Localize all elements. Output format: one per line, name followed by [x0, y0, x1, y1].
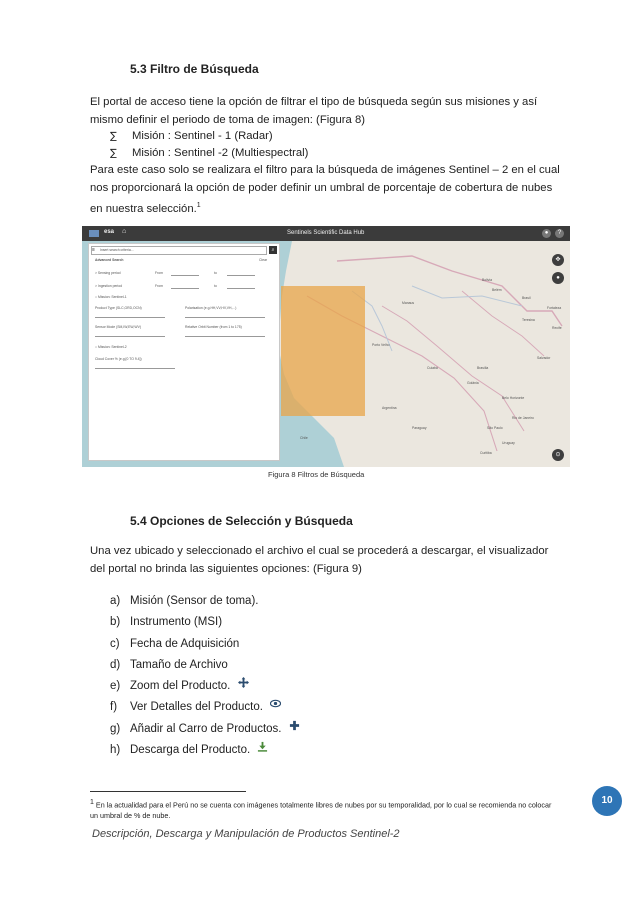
sensing-to-field[interactable]: [227, 270, 255, 276]
cart-add-icon: [289, 720, 300, 731]
selection-area[interactable]: [281, 286, 365, 416]
search-input[interactable]: Insert search criteria...: [91, 246, 267, 255]
search-icon[interactable]: ⌕: [269, 246, 277, 254]
download-icon: [257, 741, 268, 752]
list-item: c) Fecha de Adquisición: [110, 637, 240, 650]
to-label: to: [214, 271, 217, 275]
map-label: Teresina: [522, 318, 535, 322]
zoom-extent-icon[interactable]: ⊙: [552, 449, 564, 461]
sensing-from-field[interactable]: [171, 270, 199, 276]
relative-orbit-label: Relative Orbit Number (from 1 to 175): [185, 325, 242, 329]
list-item: f) Ver Detalles del Producto.: [110, 697, 300, 718]
product-type-label: Product Type (SLC,GRD,OCN): [95, 306, 142, 310]
search-panel: [88, 243, 280, 461]
cloud-cover-field[interactable]: [95, 363, 175, 369]
footnote-divider: [90, 791, 246, 792]
menu-icon[interactable]: ≡: [92, 247, 95, 253]
draw-icon[interactable]: ●: [552, 272, 564, 284]
clear-button[interactable]: Clear: [259, 258, 268, 262]
home-icon[interactable]: ⌂: [122, 228, 127, 235]
ingestion-to-field[interactable]: [227, 283, 255, 289]
footer-title: Descripción, Descarga y Manipulación de Productos Sentinel-2: [92, 828, 400, 840]
sensor-mode-label: Sensor Mode (SM,IW,EW,WV): [95, 325, 141, 329]
map-label: Curitiba: [480, 451, 492, 455]
map-label: Bolivia: [482, 278, 492, 282]
options-list: [110, 591, 300, 761]
ingestion-period-label: > Ingestion period: [95, 284, 123, 288]
mission2-checkbox[interactable]: ○ Mission: Sentinel-2: [95, 345, 127, 349]
section-5-3-paragraph2: Para este caso solo se realizara el filtro para la búsqueda de imágenes Sentinel – 2 en el cual nos proporcionará la opción de poder definir un umbral de porcentaje de cobertura de nubes en nuestra selección.$^1$: [90, 164, 560, 215]
map-label: Chile: [300, 436, 308, 440]
user-icon[interactable]: ●: [542, 229, 551, 238]
map-label: São Paulo: [487, 426, 503, 430]
zoom-icon: [238, 677, 249, 688]
figure-8-caption: Figura 8 Filtros de Búsqueda: [268, 470, 365, 479]
list-item: e) Zoom del Producto.: [110, 676, 300, 697]
section-5-4-paragraph: Una vez ubicado y seleccionado el archivo el cual se procederá a descargar, el visualizador del portal no brinda las siguientes opciones: (Figura 9): [90, 545, 549, 575]
section-5-3-paragraph1: El portal de acceso tiene la opción de filtrar el tipo de búsqueda según sus misiones y así mismo definir el periodo de toma de imagen: (Figura 8): [90, 96, 538, 126]
map-label: Porto Velho: [372, 343, 390, 347]
app-top-bar: [82, 226, 570, 241]
product-type-select[interactable]: [95, 312, 165, 318]
relative-orbit-field[interactable]: [185, 331, 265, 337]
esa-logo: esa: [104, 229, 115, 235]
advanced-search-label: Advanced Search: [95, 258, 124, 262]
map-label: Paraguay: [412, 426, 427, 430]
ingestion-from-field[interactable]: [171, 283, 199, 289]
map-label: Fortaleza: [547, 306, 562, 310]
map-label: Brasil: [522, 296, 531, 300]
app-title: Sentinels Scientific Data Hub: [287, 230, 365, 236]
from-label: From: [155, 271, 163, 275]
map-label: Argentina: [382, 406, 397, 410]
list-item: d) Tamaño de Archivo: [110, 658, 228, 671]
map-label: Salvador: [537, 356, 551, 360]
list-item: b) Instrumento (MSI): [110, 616, 223, 629]
map-label: Goiânia: [467, 381, 479, 385]
logo-icon: [89, 230, 99, 237]
figure-8-screenshot: [82, 226, 570, 467]
footnote: $^1$ En la actualidad para el Perú no se cuenta con imágenes totalmente libres de nubes por su temporalidad, por lo cual se recomienda no colocar un umbral de % de nube.: [90, 799, 552, 821]
sensing-period-label: > Sensing period: [95, 271, 121, 275]
polarisation-label: Polarisation (e.g.HH,VV,HV,VH,...): [185, 306, 237, 310]
map-label: Belém: [492, 288, 502, 292]
polarisation-select[interactable]: [185, 312, 265, 318]
list-item: a) Misión (Sensor de toma).: [110, 595, 259, 607]
from-label: From: [155, 284, 163, 288]
help-icon[interactable]: ?: [555, 229, 564, 238]
bullet-item: ∑ Misión : Sentinel -2 (Multiespectral): [110, 147, 309, 159]
map-label: Cuiabá: [427, 366, 438, 370]
mission1-checkbox[interactable]: ○ Mission: Sentinel-1: [95, 295, 127, 299]
map-label: Rio de Janeiro: [512, 416, 534, 420]
list-item: h) Descarga del Producto.: [110, 740, 300, 761]
to-label: to: [214, 284, 217, 288]
bullet-item: ∑ Misión : Sentinel - 1 (Radar): [110, 130, 273, 142]
list-item: g) Añadir al Carro de Productos.: [110, 719, 300, 740]
map-label: Recife: [552, 326, 562, 330]
section-5-3-title: 5.3 Filtro de Búsqueda: [130, 62, 259, 76]
map-label: Manaus: [402, 301, 415, 305]
map-label: Brasília: [477, 366, 489, 370]
section-5-4-title: 5.4 Opciones de Selección y Búsqueda: [130, 514, 353, 528]
cloud-cover-label: Cloud Cover % (e.g.[0 TO 9.4]): [95, 357, 142, 361]
map-label: Uruguay: [502, 441, 515, 445]
sensor-mode-select[interactable]: [95, 331, 165, 337]
page-number: 10: [592, 786, 622, 816]
pan-icon[interactable]: ✥: [552, 254, 564, 266]
eye-icon: [270, 698, 281, 709]
map-label: Belo Horizonte: [502, 396, 525, 400]
